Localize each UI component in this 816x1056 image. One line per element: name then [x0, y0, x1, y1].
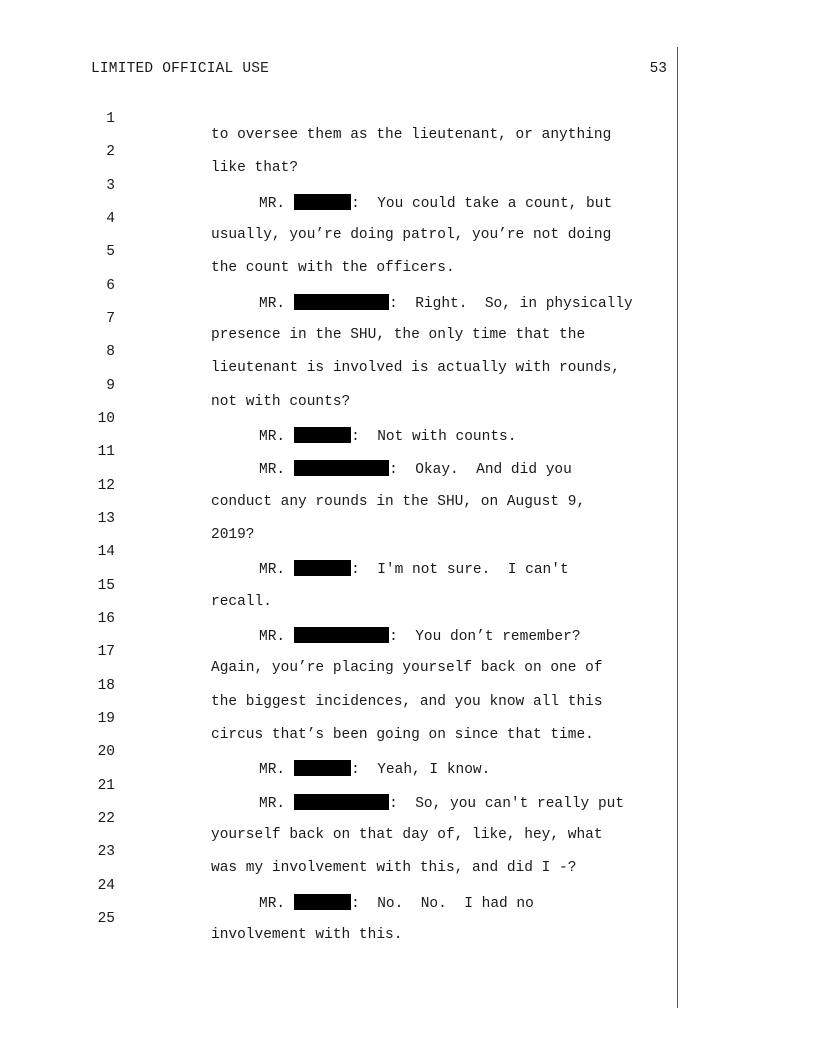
speaker-prefix: MR.	[259, 562, 286, 578]
transcript-line	[0, 128, 816, 176]
line-number: 16	[97, 611, 115, 627]
line-text: yourself back on that day of, like, hey, what	[211, 827, 603, 843]
line-number: 25	[97, 911, 115, 927]
transcript-line	[0, 195, 816, 243]
speaker-prefix: MR.	[259, 462, 286, 478]
line-text: : You could take a count, but	[351, 196, 613, 212]
transcript-line	[0, 662, 816, 710]
line-number: 7	[106, 311, 115, 327]
transcript-line	[0, 328, 816, 376]
transcript-line	[0, 295, 816, 343]
line-text: 2019?	[211, 527, 255, 543]
transcript-line	[0, 228, 816, 276]
line-text: Again, you’re placing yourself back on one of	[211, 660, 603, 676]
line-number: 20	[97, 744, 115, 760]
line-text: not with counts?	[211, 394, 351, 410]
line-number: 14	[97, 544, 115, 560]
line-number: 15	[97, 578, 115, 594]
transcript-line	[0, 395, 816, 445]
line-text: to oversee them as the lieutenant, or anything	[211, 127, 612, 143]
line-text: : Okay. And did you	[389, 462, 572, 478]
speaker-prefix: MR.	[259, 896, 286, 912]
line-number: 13	[97, 511, 115, 527]
line-number: 3	[106, 178, 115, 194]
line-text: conduct any rounds in the SHU, on August 9,	[211, 494, 586, 510]
transcript-line	[0, 795, 816, 843]
line-number: 1	[106, 111, 115, 127]
line-text: : Right. So, in physically	[389, 296, 633, 312]
line-text: the biggest incidences, and you know all this	[211, 694, 603, 710]
transcript-line	[0, 462, 816, 510]
line-text: was my involvement with this, and did I -?	[211, 860, 577, 876]
speaker-prefix: MR.	[259, 429, 286, 445]
line-number: 19	[97, 711, 115, 727]
line-number: 8	[106, 344, 115, 360]
line-text: involvement with this.	[211, 927, 403, 943]
line-number: 24	[97, 878, 115, 894]
classification-header: LIMITED OFFICIAL USE	[91, 61, 270, 77]
speaker-prefix: MR.	[259, 629, 286, 645]
transcript-line	[0, 862, 816, 912]
transcript-line	[0, 562, 816, 610]
line-text: : Yeah, I know.	[351, 762, 491, 778]
line-text: like that?	[211, 160, 299, 176]
speaker-prefix: MR.	[259, 796, 286, 812]
line-text: circus that’s been going on since that time.	[211, 727, 594, 743]
transcript-line	[0, 162, 816, 212]
line-number: 4	[106, 211, 115, 227]
transcript-line	[0, 728, 816, 778]
line-number: 2	[106, 144, 115, 160]
line-text: presence in the SHU, the only time that the	[211, 327, 586, 343]
transcript-line	[0, 762, 816, 812]
speaker-prefix: MR.	[259, 296, 286, 312]
line-text: : I'm not sure. I can't	[351, 562, 569, 578]
line-text: : So, you can't really put	[389, 796, 625, 812]
transcript-line	[0, 528, 816, 578]
line-text: the count with the officers.	[211, 260, 455, 276]
transcript-line	[0, 262, 816, 312]
line-number: 10	[97, 411, 115, 427]
transcript-line	[0, 595, 816, 645]
transcript-line	[0, 362, 816, 410]
transcript-line	[0, 895, 816, 943]
transcript-line	[0, 628, 816, 676]
speaker-prefix: MR.	[259, 762, 286, 778]
line-text: : No. No. I had no	[351, 896, 534, 912]
line-number: 21	[97, 778, 115, 794]
transcript-line	[0, 828, 816, 876]
line-text: recall.	[211, 594, 272, 610]
transcript-line	[0, 428, 816, 478]
line-number: 18	[97, 678, 115, 694]
line-number: 17	[97, 644, 115, 660]
line-text: : You don’t remember?	[389, 629, 581, 645]
line-number: 6	[106, 278, 115, 294]
line-number: 22	[97, 811, 115, 827]
line-text: : Not with counts.	[351, 429, 517, 445]
transcript-line	[0, 695, 816, 743]
line-number: 11	[97, 444, 115, 460]
speaker-prefix: MR.	[259, 196, 286, 212]
line-number: 9	[106, 378, 115, 394]
line-text: usually, you’re doing patrol, you’re not doing	[211, 227, 612, 243]
line-number: 23	[97, 844, 115, 860]
line-number: 12	[97, 478, 115, 494]
line-text: lieutenant is involved is actually with rounds,	[211, 360, 620, 376]
page-number: 53	[649, 61, 667, 77]
transcript-line	[0, 95, 816, 143]
transcript-line	[0, 495, 816, 543]
line-number: 5	[106, 244, 115, 260]
